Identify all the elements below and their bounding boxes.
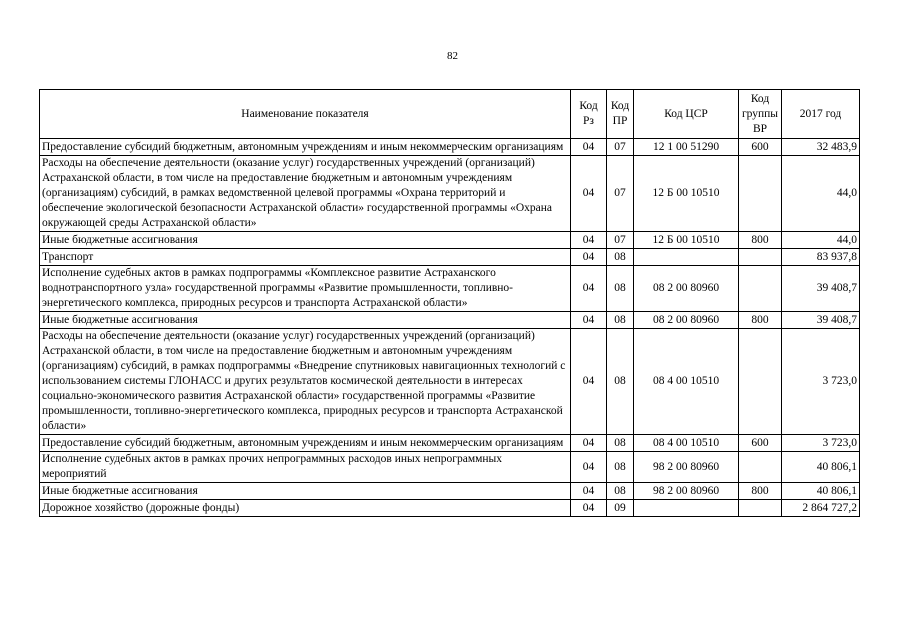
row-name: Предоставление субсидий бюджетным, автономным учреждениям и иным некоммерческим организациям: [40, 435, 571, 452]
header-csr: Код ЦСР: [634, 90, 739, 139]
row-csr: [634, 500, 739, 517]
row-vr: [739, 266, 782, 312]
row-rz: 04: [571, 452, 607, 483]
row-amount: 40 806,1: [782, 483, 860, 500]
table-row: [40, 249, 860, 266]
row-csr: [634, 249, 739, 266]
row-csr: 08 2 00 80960: [634, 266, 739, 312]
row-rz: 04: [571, 329, 607, 435]
row-amount: 39 408,7: [782, 266, 860, 312]
header-name: Наименование показателя: [40, 90, 571, 139]
row-csr: 98 2 00 80960: [634, 452, 739, 483]
table-row: [40, 312, 860, 329]
row-rz: 04: [571, 312, 607, 329]
row-name: Предоставление субсидий бюджетным, автономным учреждениям и иным некоммерческим организациям: [40, 139, 571, 156]
row-csr: 98 2 00 80960: [634, 483, 739, 500]
row-amount: 3 723,0: [782, 435, 860, 452]
header-year: 2017 год: [782, 90, 860, 139]
row-rz: 04: [571, 435, 607, 452]
row-vr: [739, 329, 782, 435]
row-vr: [739, 452, 782, 483]
header-pr: Код ПР: [607, 90, 634, 139]
header-rz: Код Рз: [571, 90, 607, 139]
row-vr: 800: [739, 232, 782, 249]
row-pr: 08: [607, 329, 634, 435]
row-vr: [739, 156, 782, 232]
row-amount: 39 408,7: [782, 312, 860, 329]
header-vr: Код группы ВР: [739, 90, 782, 139]
row-amount: 32 483,9: [782, 139, 860, 156]
row-vr: 600: [739, 139, 782, 156]
table-row: [40, 139, 860, 156]
table-row: [40, 500, 860, 517]
row-pr: 09: [607, 500, 634, 517]
row-pr: 07: [607, 139, 634, 156]
row-csr: 12 1 00 51290: [634, 139, 739, 156]
row-vr: 600: [739, 435, 782, 452]
row-amount: 40 806,1: [782, 452, 860, 483]
table-row: [40, 329, 860, 435]
row-csr: 12 Б 00 10510: [634, 232, 739, 249]
row-pr: 08: [607, 249, 634, 266]
row-name: Дорожное хозяйство (дорожные фонды): [40, 500, 571, 517]
row-csr: 08 4 00 10510: [634, 329, 739, 435]
row-amount: 83 937,8: [782, 249, 860, 266]
row-amount: 3 723,0: [782, 329, 860, 435]
row-csr: 08 4 00 10510: [634, 435, 739, 452]
budget-table: [39, 89, 860, 517]
row-csr: 12 Б 00 10510: [634, 156, 739, 232]
row-pr: 07: [607, 232, 634, 249]
row-pr: 08: [607, 483, 634, 500]
row-name: Иные бюджетные ассигнования: [40, 312, 571, 329]
table-row: [40, 483, 860, 500]
row-pr: 08: [607, 312, 634, 329]
table-row: [40, 266, 860, 312]
row-pr: 07: [607, 156, 634, 232]
row-vr: [739, 249, 782, 266]
row-rz: 04: [571, 249, 607, 266]
row-csr: 08 2 00 80960: [634, 312, 739, 329]
row-pr: 08: [607, 266, 634, 312]
row-name: Иные бюджетные ассигнования: [40, 483, 571, 500]
row-name: Расходы на обеспечение деятельности (оказание услуг) государственных учреждений (организаций) Астраханской области, в том числе на предоставление бюджетным и автономным учреждениям (организациям) субсидий, в рамках ведомственной целевой программы «Охрана территорий и обеспечение экологической безопасности Астраханской области» государственной программы «Охрана окружающей среды Астраханской области»: [40, 156, 571, 232]
row-vr: 800: [739, 312, 782, 329]
row-name: Исполнение судебных актов в рамках прочих непрограммных расходов иных непрограммных мероприятий: [40, 452, 571, 483]
row-rz: 04: [571, 156, 607, 232]
table-header-row: [40, 90, 860, 139]
row-name: Расходы на обеспечение деятельности (оказание услуг) государственных учреждений (организаций) Астраханской области, в том числе на предоставление бюджетным и автономным учреждениям (организациям) субсидий, в рамках подпрограммы «Внедрение спутниковых навигационных технологий с использованием системы ГЛОНАСС и других результатов космической деятельности в интересах социально-экономического развития Астраханской области» государственной программы «Развитие промышленности, топливно-энергетического комплекса, природных ресурсов и транспорта Астраханской области»: [40, 329, 571, 435]
row-rz: 04: [571, 139, 607, 156]
table-row: [40, 232, 860, 249]
row-vr: [739, 500, 782, 517]
row-amount: 44,0: [782, 232, 860, 249]
row-pr: 08: [607, 452, 634, 483]
row-rz: 04: [571, 232, 607, 249]
row-name: Транспорт: [40, 249, 571, 266]
row-rz: 04: [571, 500, 607, 517]
row-name: Иные бюджетные ассигнования: [40, 232, 571, 249]
row-vr: 800: [739, 483, 782, 500]
row-pr: 08: [607, 435, 634, 452]
table-row: [40, 435, 860, 452]
row-rz: 04: [571, 266, 607, 312]
row-name: Исполнение судебных актов в рамках подпрограммы «Комплексное развитие Астраханского воднотранспортного узла» государственной программы «Развитие промышленности, топливно-энергетического комплекса, природных ресурсов и транспорта Астраханской области»: [40, 266, 571, 312]
page-number: 82: [447, 50, 458, 62]
table-row: [40, 156, 860, 232]
row-amount: 44,0: [782, 156, 860, 232]
row-rz: 04: [571, 483, 607, 500]
row-amount: 2 864 727,2: [782, 500, 860, 517]
table-row: [40, 452, 860, 483]
